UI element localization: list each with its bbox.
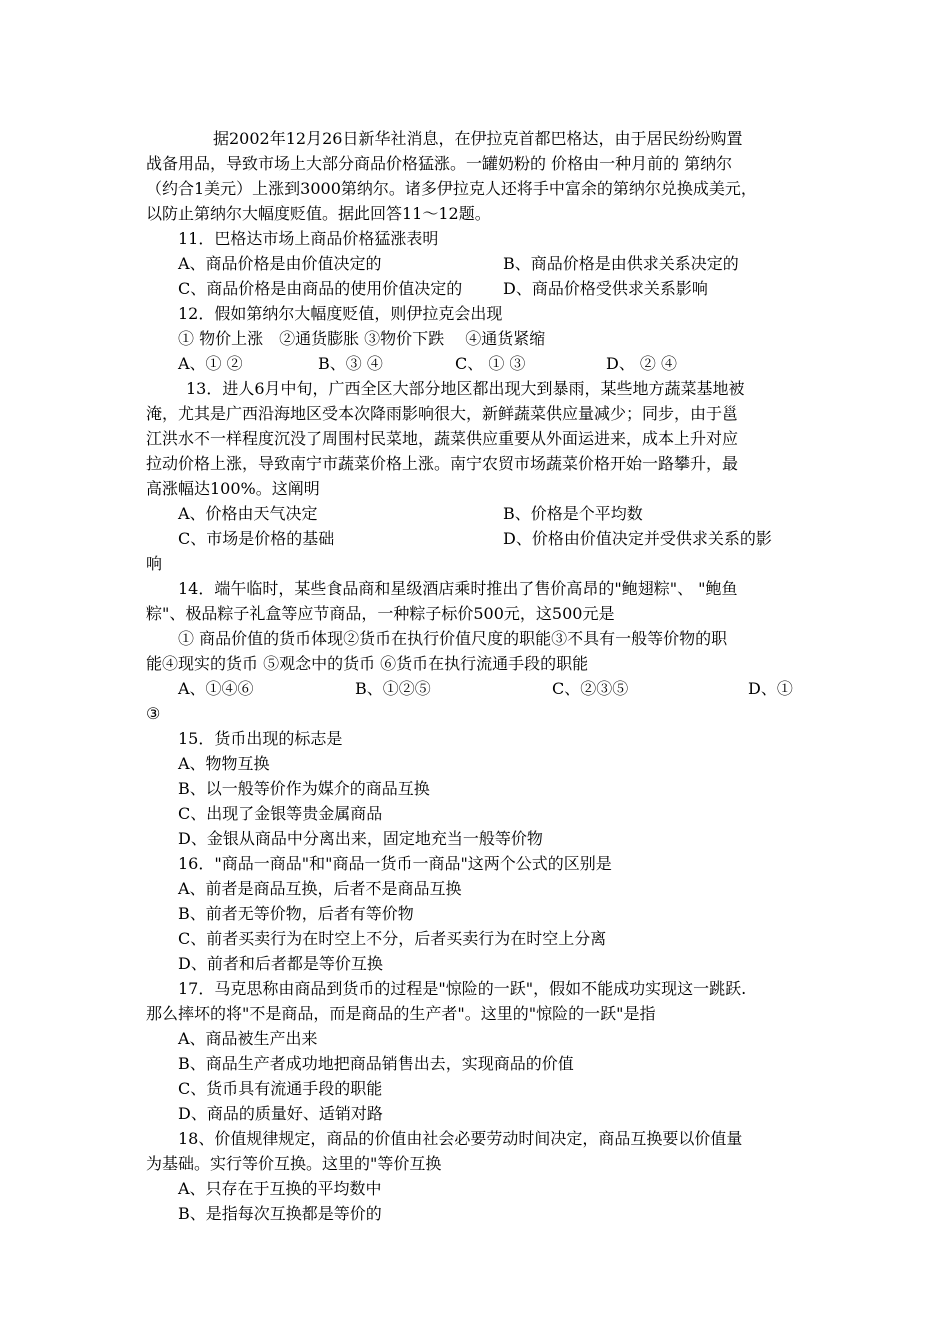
question-16-option-b: B、前者无等价物，后者有等价物 [178,904,414,923]
question-12-option-d: D、 ② ④ [606,354,678,373]
passage-line: 据2002年12月26日新华社消息，在伊拉克首都巴格达，由于居民纷纷购置 [213,129,743,148]
question-13-option-a: A、价格由天气决定 [178,504,318,523]
question-13-option-b: B、价格是个平均数 [503,504,643,523]
question-14-line: 粽"、极品粽子礼盒等应节商品，一种粽子标价500元，这500元是 [146,604,615,623]
question-14-statements: ① 商品价值的货币体现②货币在执行价值尺度的职能③不具有一般等价物的职 [178,629,728,648]
question-18-line: 18、价值规律规定，商品的价值由社会必要劳动时间决定，商品互换要以价值量 [178,1129,743,1148]
question-12-option-a: A、① ② [178,354,243,373]
question-15-option-d: D、金银从商品中分离出来，固定地充当一般等价物 [178,829,543,848]
question-11-option-d: D、商品价格受供求关系影响 [503,279,708,298]
question-13-line: 拉动价格上涨，导致南宁市蔬菜价格上涨。南宁农贸市场蔬菜价格开始一路攀升，最 [146,454,739,473]
question-12-option-c: C、 ① ③ [455,354,526,373]
question-16-stem: 16．"商品一商品"和"商品一货币一商品"这两个公式的区别是 [178,854,612,873]
question-14-statements: 能④现实的货币 ⑤观念中的货币 ⑥货币在执行流通手段的职能 [146,654,589,673]
question-13-option-d-wrap: 响 [146,554,163,573]
question-18-option-b: B、是指每次互换都是等价的 [178,1204,382,1223]
question-15-stem: 15．货币出现的标志是 [178,729,343,748]
passage-line: （约合1美元）上涨到3000第纳尔。诸多伊拉克人还将手中富余的第纳尔兑换成美元， [146,179,757,198]
question-14-option-b: B、①②⑤ [355,679,431,698]
question-14-option-d: D、① [748,679,793,698]
question-13-line: 13．进人6月中旬，广西全区大部分地区都出现大到暴雨，某些地方蔬菜基地被 [186,379,745,398]
question-12-option-b: B、③ ④ [318,354,383,373]
question-18-option-a: A、只存在于互换的平均数中 [178,1179,382,1198]
question-14-option-d-wrap: ③ [146,704,161,723]
question-17-option-d: D、商品的质量好、适销对路 [178,1104,383,1123]
question-13-line: 江洪水不一样程度沉没了周围村民菜地，蔬菜供应重要从外面运进来，成本上升对应 [146,429,739,448]
question-12-statements: ① 物价上涨 ②通货膨胀 ③物价下跌 ④通货紧缩 [178,329,546,348]
question-14-option-c: C、②③⑤ [552,679,629,698]
question-16-option-a: A、前者是商品互换，后者不是商品互换 [178,879,462,898]
question-13-line: 高涨幅达100%。这阐明 [146,479,320,498]
question-16-option-c: C、前者买卖行为在时空上不分，后者买卖行为在时空上分离 [178,929,607,948]
question-18-line: 为基础。实行等价互换。这里的"等价互换 [146,1154,442,1173]
question-17-option-a: A、商品被生产出来 [178,1029,318,1048]
question-13-option-c: C、市场是价格的基础 [178,529,335,548]
question-13-line: 淹，尤其是广西沿海地区受本次降雨影响很大，新鲜蔬菜供应量减少；同步，由于邕 [146,404,739,423]
question-14-option-a: A、①④⑥ [178,679,254,698]
question-11-option-b: B、商品价格是由供求关系决定的 [503,254,739,273]
passage-line: 战备用品，导致市场上大部分商品价格猛涨。一罐奶粉的 价格由一种月前的 第纳尔 [146,154,733,173]
question-17-option-b: B、商品生产者成功地把商品销售出去，实现商品的价值 [178,1054,574,1073]
question-13-option-d: D、价格由价值决定并受供求关系的影 [503,529,772,548]
question-11-option-a: A、商品价格是由价值决定的 [178,254,382,273]
question-11-option-c: C、商品价格是由商品的使用价值决定的 [178,279,463,298]
question-15-option-b: B、以一般等价作为媒介的商品互换 [178,779,430,798]
question-11-stem: 11．巴格达市场上商品价格猛涨表明 [178,229,439,248]
question-14-line: 14．端午临时，某些食品商和星级酒店乘时推出了售价高昂的"鲍翅粽"、 "鲍鱼 [178,579,738,598]
question-16-option-d: D、前者和后者都是等价互换 [178,954,383,973]
question-17-line: 那么摔坏的将"不是商品，而是商品的生产者"。这里的"惊险的一跃"是指 [146,1004,656,1023]
question-17-option-c: C、货币具有流通手段的职能 [178,1079,383,1098]
question-15-option-c: C、出现了金银等贵金属商品 [178,804,383,823]
question-17-line: 17．马克思称由商品到货币的过程是"惊险的一跃"，假如不能成功实现这一跳跃. [178,979,747,998]
question-15-option-a: A、物物互换 [178,754,270,773]
passage-line: 以防止第纳尔大幅度贬值。据此回答11～12题。 [146,204,491,223]
question-12-stem: 12．假如第纳尔大幅度贬值，则伊拉克会出现 [178,304,503,323]
